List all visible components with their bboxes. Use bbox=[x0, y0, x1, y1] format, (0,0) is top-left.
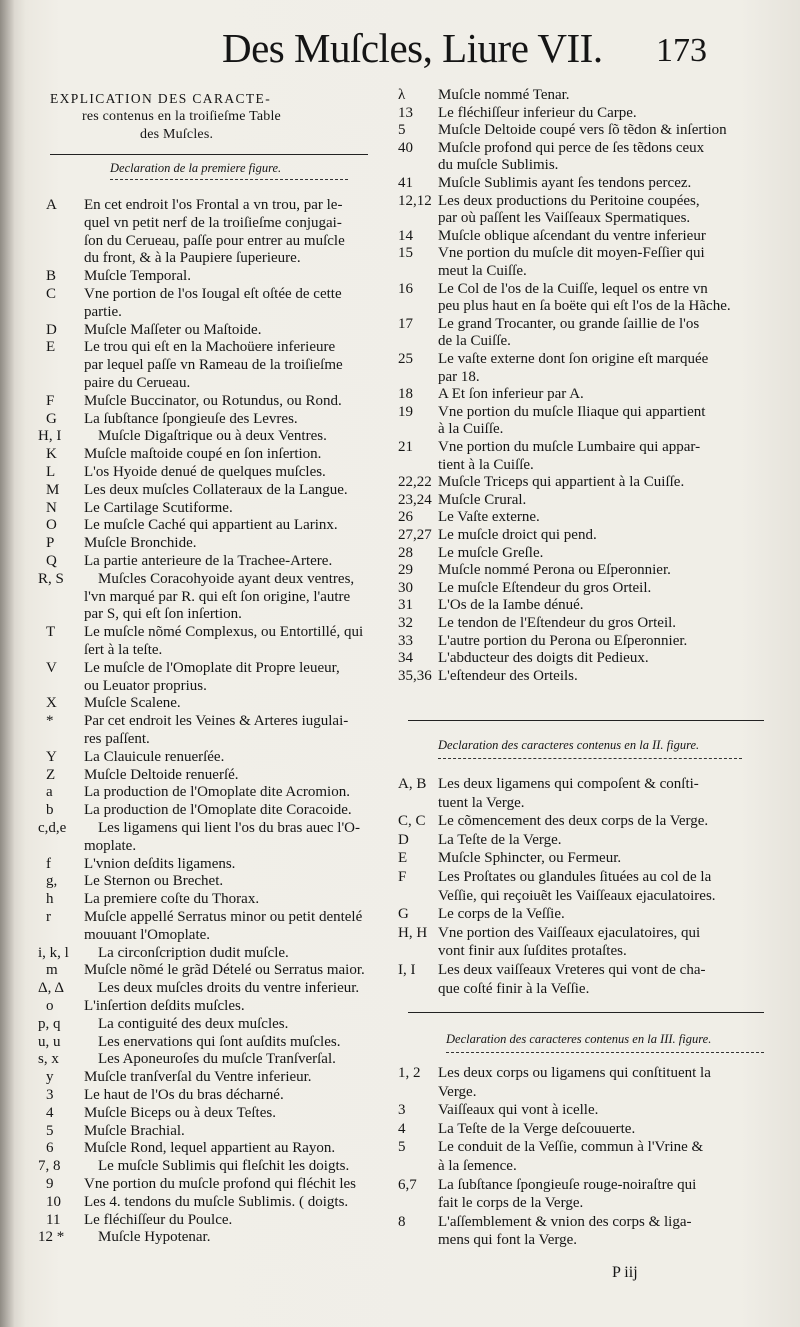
entry-label: 29 bbox=[398, 562, 413, 579]
entry-label: 6 bbox=[46, 1140, 54, 1157]
entry-line: Le Col de l'os de la Cuiſſe, lequel os entre vn bbox=[438, 280, 708, 297]
entry-line: L'autre portion du Perona ou Eſperonnier. bbox=[438, 632, 688, 649]
entry-label: 19 bbox=[398, 403, 413, 420]
entry-line: Les 4. tendons du muſcle Sublimis. ( doigts. bbox=[84, 1193, 349, 1210]
entry-label: 14 bbox=[398, 227, 413, 244]
entry-line: La premiere coſte du Thorax. bbox=[84, 891, 260, 908]
entry-line: Muſcle Crural. bbox=[438, 491, 527, 508]
entry-label: 5 bbox=[398, 1139, 406, 1156]
entry-label: G bbox=[398, 906, 409, 923]
entry-line: moplate. bbox=[84, 837, 137, 854]
entry-label: F bbox=[46, 392, 55, 409]
entry-line: Les deux muſcles Collateraux de la Langue. bbox=[84, 481, 348, 498]
entry-line: Muſcle profond qui perce de ſes tẽdons ceux bbox=[438, 139, 705, 156]
entry-line: tient à la Cuiſſe. bbox=[438, 456, 534, 473]
entry-line: La circonſcription dudit muſcle. bbox=[98, 944, 289, 961]
entry-label: R, S bbox=[38, 570, 64, 587]
entry-label: Δ, Δ bbox=[38, 980, 64, 997]
entry-line: Muſcle Temporal. bbox=[84, 268, 191, 285]
entry-label: p, q bbox=[38, 1015, 61, 1032]
entry-line: Les ligamens qui lient l'os du bras auec l'O- bbox=[98, 820, 361, 836]
figure-caption: Declaration de la premiere figure. bbox=[110, 161, 282, 175]
entry-line: Veſſie, qui reçoiuẽt les Vaiſſeaux ejaculatoires. bbox=[438, 887, 716, 904]
entry-label: H, I bbox=[38, 428, 62, 445]
entry-label: 25 bbox=[398, 351, 413, 367]
entry-label: Z bbox=[46, 766, 56, 783]
entry-line: Les Proſtates ou glandules ſituées au col de la bbox=[438, 869, 712, 885]
entry-line: Muſcle Deltoide renuerſé. bbox=[84, 766, 239, 783]
entry-line: La production de l'Omoplate dite Acromion. bbox=[84, 784, 350, 801]
entry-line: Le Cartilage Scutiforme. bbox=[84, 499, 233, 516]
entry-line: Le fléchiſſeur du Poulce. bbox=[84, 1211, 233, 1228]
entry-label: 23,24 bbox=[398, 491, 432, 508]
entry-line: Le muſcle Caché qui appartient au Larinx. bbox=[84, 517, 338, 534]
entry-line: Les deux corps ou ligamens qui conſtituent la bbox=[438, 1065, 711, 1081]
entry-label: Q bbox=[46, 553, 57, 569]
entry-label: H, H bbox=[398, 924, 428, 941]
entry-label: 35,36 bbox=[398, 667, 432, 684]
entry-line: res paſſent. bbox=[84, 731, 150, 747]
entry-line: L'vnion deſdits ligamens. bbox=[84, 855, 236, 872]
entry-label: C, C bbox=[398, 813, 426, 830]
entry-label: M bbox=[46, 481, 60, 498]
entry-label: 17 bbox=[398, 315, 413, 332]
entry-line: Muſcle Sublimis ayant ſes tendons percez. bbox=[438, 175, 692, 191]
entry-line: Muſcle Bronchide. bbox=[84, 535, 197, 552]
entry-label: 41 bbox=[398, 175, 413, 191]
entry-line: Le conduit de la Veſſie, commun à l'Vrine & bbox=[438, 1139, 704, 1156]
entry-line: Par cet endroit les Veines & Arteres iugulai- bbox=[84, 713, 349, 730]
entry-line: Muſcle Brachial. bbox=[84, 1122, 185, 1139]
caption-underline bbox=[110, 179, 348, 180]
entry-label: 7, 8 bbox=[38, 1158, 61, 1175]
entry-line: Le trou qui eſt en la Machoüere inferieure bbox=[84, 339, 336, 356]
divider-rule bbox=[50, 154, 368, 155]
entry-label: y bbox=[46, 1069, 54, 1086]
heading-line: des Muſcles. bbox=[140, 127, 214, 142]
entry-line: par lequel paſſe vn Rameau de la troiſieſme bbox=[84, 357, 343, 374]
entry-label: 15 bbox=[398, 245, 413, 262]
entry-line: meut la Cuiſſe. bbox=[438, 263, 527, 279]
entry-label: * bbox=[46, 713, 54, 730]
entry-line: du muſcle Sublimis. bbox=[438, 157, 559, 174]
entry-line: Muſcle Scalene. bbox=[84, 695, 181, 712]
entry-label: 26 bbox=[398, 509, 413, 526]
entry-line: Muſcles Coracohyoide ayant deux ventres, bbox=[98, 570, 355, 587]
entry-line: Muſcle Hypotenar. bbox=[98, 1229, 211, 1246]
figure-caption: Declaration des caracteres contenus en la III. figure. bbox=[446, 1032, 712, 1046]
entry-label: Y bbox=[46, 748, 57, 765]
entry-label: i, k, l bbox=[38, 944, 69, 961]
entry-line: Le muſcle Eſtendeur du gros Orteil. bbox=[438, 579, 652, 596]
entry-line: Le muſcle de l'Omoplate dit Propre leueur, bbox=[84, 659, 340, 676]
entry-line: La contiguité des deux muſcles. bbox=[98, 1015, 289, 1032]
entry-label: X bbox=[46, 695, 57, 712]
page-number: 173 bbox=[656, 32, 707, 69]
entry-label: 1, 2 bbox=[398, 1065, 421, 1081]
entry-line: Muſcle oblique aſcendant du ventre inferieur bbox=[438, 227, 706, 244]
entry-label: f bbox=[46, 855, 51, 872]
entry-label: 4 bbox=[46, 1104, 54, 1121]
entry-line: Le corps de la Veſſie. bbox=[438, 906, 565, 923]
entry-label: 32 bbox=[398, 615, 413, 631]
entry-label: A bbox=[46, 197, 57, 213]
entry-line: Les deux productions du Peritoine coupées, bbox=[438, 192, 700, 209]
entry-line: Le muſcle Greſle. bbox=[438, 544, 544, 561]
entry-line: Le muſcle droict qui pend. bbox=[438, 527, 597, 543]
entry-line: que coſté finir à la Veſſie. bbox=[438, 980, 590, 997]
entry-label: D bbox=[46, 321, 57, 338]
entry-line: En cet endroit l'os Frontal a vn trou, par le- bbox=[84, 197, 343, 213]
entry-line: A Et ſon inferieur par A. bbox=[438, 386, 584, 403]
entry-line: Muſcle nommé Tenar. bbox=[438, 87, 570, 103]
caption-underline bbox=[446, 1052, 764, 1053]
entry-line: ou Leuator proprius. bbox=[84, 677, 207, 694]
entry-line: La partie anterieure de la Trachee-Artere. bbox=[84, 553, 333, 569]
entry-label: 21 bbox=[398, 439, 413, 455]
entry-line: Vne portion du muſcle Iliaque qui appartient bbox=[438, 403, 706, 420]
entry-line: La production de l'Omoplate dite Coracoide. bbox=[84, 802, 352, 819]
entry-line: Les Aponeuroſes du muſcle Tranſverſal. bbox=[98, 1051, 336, 1068]
entry-line: paire du Cerueau. bbox=[84, 375, 191, 391]
entry-label: 9 bbox=[46, 1176, 54, 1192]
entry-line: Muſcle Deltoide coupé vers ſõ tẽdon & inſertion bbox=[438, 122, 727, 139]
entry-label: P bbox=[46, 535, 55, 552]
entry-label: 11 bbox=[46, 1211, 61, 1228]
entry-line: Les deux vaiſſeaux Vreteres qui vont de cha- bbox=[438, 962, 706, 978]
entry-line: L'aſſemblement & vnion des corps & liga- bbox=[438, 1213, 692, 1230]
entry-line: Muſcle Buccinator, ou Rotundus, ou Rond. bbox=[84, 392, 342, 409]
entry-line: partie. bbox=[84, 303, 122, 320]
caption-underline bbox=[438, 758, 742, 759]
divider-rule bbox=[408, 720, 764, 721]
entry-line: Muſcle Biceps ou à deux Teſtes. bbox=[84, 1104, 276, 1121]
entry-line: Le muſcle nõmé Complexus, ou Entortillé, qui bbox=[84, 624, 364, 641]
entry-label: 34 bbox=[398, 650, 413, 667]
entry-line: Le fléchiſſeur inferieur du Carpe. bbox=[438, 104, 637, 121]
divider-rule bbox=[408, 1012, 764, 1013]
entry-line: Muſcle Maſſeter ou Maſtoide. bbox=[84, 321, 262, 338]
entry-line: Vne portion du muſcle profond qui fléchit les bbox=[84, 1176, 357, 1192]
entry-line: Muſcle nommé Perona ou Eſperonnier. bbox=[438, 562, 671, 579]
entry-line: L'os Hyoide denué de quelques muſcles. bbox=[84, 464, 326, 480]
signature-mark: P iij bbox=[612, 1264, 638, 1281]
entry-line: Le haut de l'Os du bras décharné. bbox=[84, 1087, 284, 1103]
entry-line: mouuant l'Omoplate. bbox=[84, 926, 211, 943]
entry-line: Verge. bbox=[438, 1083, 477, 1100]
entry-line: l'vn marqué par R. qui eſt ſon origine, l'autre bbox=[84, 588, 351, 605]
entry-label: r bbox=[46, 909, 51, 925]
entry-label: E bbox=[46, 339, 56, 356]
entry-label: L bbox=[46, 464, 56, 480]
entry-label: 28 bbox=[398, 544, 413, 561]
entry-label: s, x bbox=[38, 1051, 59, 1068]
entry-label: m bbox=[46, 962, 58, 979]
entry-line: Les enervations qui ſont auſdits muſcles. bbox=[98, 1033, 341, 1050]
entry-line: La ſubſtance ſpongieuſe des Levres. bbox=[84, 410, 298, 427]
entry-label: 27,27 bbox=[398, 527, 432, 543]
entry-label: N bbox=[46, 499, 57, 516]
entry-line: Le cõmencement des deux corps de la Verge. bbox=[438, 813, 709, 830]
entry-line: Le vaſte externe dont ſon origine eſt marquée bbox=[438, 351, 709, 367]
binding-gutter bbox=[0, 0, 14, 1327]
entry-label: 3 bbox=[398, 1102, 406, 1119]
entry-line: Vne portion du muſcle dit moyen-Feſſier qui bbox=[438, 245, 705, 262]
entry-label: C bbox=[46, 286, 57, 302]
entry-label: V bbox=[46, 659, 57, 676]
entry-line: La Teſte de la Verge deſcouuerte. bbox=[438, 1120, 636, 1137]
entry-line: Muſcle maſtoide coupé en ſon inſertion. bbox=[84, 446, 322, 463]
entry-line: ſon du Cerueau, paſſe pour entrer au muſcle bbox=[84, 232, 345, 249]
entry-label: T bbox=[46, 624, 56, 641]
entry-line: Muſcle appellé Serratus minor ou petit dentelé bbox=[84, 909, 363, 925]
entry-line: Le Sternon ou Brechet. bbox=[84, 873, 224, 890]
entry-label: F bbox=[398, 869, 407, 885]
entry-label: I, I bbox=[398, 962, 416, 978]
entry-line: Muſcle Triceps qui appartient à la Cuiſſe. bbox=[438, 474, 685, 491]
entry-line: Les deux ligamens qui compoſent & conſti- bbox=[438, 776, 699, 792]
entry-line: Muſcle tranſverſal du Ventre inferieur. bbox=[84, 1069, 312, 1086]
entry-label: 33 bbox=[398, 632, 413, 649]
entry-line: Vne portion du muſcle Lumbaire qui appar- bbox=[438, 439, 701, 455]
entry-line: L'eſtendeur des Orteils. bbox=[438, 667, 578, 684]
entry-label: 22,22 bbox=[398, 474, 432, 491]
entry-line: à la ſemence. bbox=[438, 1158, 517, 1174]
entry-label: λ bbox=[398, 87, 406, 103]
entry-line: Le grand Trocanter, ou grande ſaillie de l'os bbox=[438, 315, 700, 332]
entry-line: L'abducteur des doigts dit Pedieux. bbox=[438, 650, 649, 667]
entry-line: L'inſertion deſdits muſcles. bbox=[84, 998, 245, 1014]
entry-label: c,d,e bbox=[38, 820, 67, 836]
entry-label: b bbox=[46, 802, 54, 819]
entry-label: 16 bbox=[398, 280, 413, 297]
entry-line: La Teſte de la Verge. bbox=[438, 831, 562, 848]
entry-label: 13 bbox=[398, 104, 413, 121]
heading-line: EXPLICATION DES CARACTE- bbox=[50, 91, 272, 106]
entry-line: du front, & à la Paupiere ſuperieure. bbox=[84, 250, 301, 267]
entry-label: 10 bbox=[46, 1193, 61, 1210]
entry-label: A, B bbox=[398, 776, 427, 792]
entry-line: mens qui font la Verge. bbox=[438, 1232, 578, 1249]
entry-label: O bbox=[46, 517, 57, 534]
running-title: Des Muſcles, Liure VII. bbox=[222, 25, 603, 71]
entry-line: Les deux muſcles droits du ventre inferieur. bbox=[98, 980, 360, 997]
entry-label: 12 * bbox=[38, 1229, 65, 1246]
entry-line: Le muſcle Sublimis qui fleſchit les doigts. bbox=[98, 1158, 350, 1175]
entry-label: B bbox=[46, 268, 57, 285]
entry-label: 31 bbox=[398, 597, 413, 614]
entry-label: D bbox=[398, 831, 409, 848]
entry-line: tuent la Verge. bbox=[438, 794, 525, 811]
entry-label: h bbox=[46, 891, 54, 908]
entry-line: Le Vaſte externe. bbox=[438, 509, 540, 526]
entry-line: peu plus haut en ſa boëte qui eſt l'os de la Hãche. bbox=[438, 298, 731, 315]
entry-line: La Clauicule renuerſée. bbox=[84, 748, 225, 765]
entry-line: Le tendon de l'Eſtendeur du gros Orteil. bbox=[438, 615, 677, 631]
entry-label: K bbox=[46, 446, 57, 463]
entry-line: par 18. bbox=[438, 368, 480, 385]
entry-line: ſert à la teſte. bbox=[84, 642, 163, 658]
entry-line: fait le corps de la Verge. bbox=[438, 1195, 584, 1212]
entry-line: Vne portion de l'os Iougal eſt oſtée de cette bbox=[84, 286, 342, 302]
entry-line: Muſcle Rond, lequel appartient au Rayon. bbox=[84, 1140, 336, 1157]
entry-label: a bbox=[46, 784, 53, 801]
entry-line: Muſcle nõmé le grãd Dételé ou Serratus maior. bbox=[84, 962, 365, 979]
entry-label: g, bbox=[46, 873, 58, 890]
entry-line: quel vn petit nerf de la troiſieſme conjugai- bbox=[84, 214, 342, 231]
entry-line: Muſcle Sphincter, ou Fermeur. bbox=[438, 850, 622, 867]
entry-label: 5 bbox=[46, 1122, 54, 1139]
entry-label: 6,7 bbox=[398, 1176, 417, 1193]
entry-line: Vne portion des Vaiſſeaux ejaculatoires, qui bbox=[438, 924, 701, 941]
entry-label: 4 bbox=[398, 1120, 406, 1137]
entry-label: 30 bbox=[398, 579, 413, 596]
entry-label: 5 bbox=[398, 122, 406, 139]
entry-line: par où paſſent les Vaiſſeaux Spermatiques. bbox=[438, 210, 691, 227]
entry-line: de la Cuiſſe. bbox=[438, 333, 511, 350]
entry-label: 3 bbox=[46, 1087, 54, 1103]
entry-line: vont finir aux ſuſdites protaſtes. bbox=[438, 943, 627, 960]
entry-line: par S, qui eſt ſon inſertion. bbox=[84, 606, 242, 623]
entry-label: 12,12 bbox=[398, 192, 432, 209]
entry-label: 40 bbox=[398, 139, 413, 156]
entry-line: L'Os de la Iambe dénué. bbox=[438, 597, 584, 614]
entry-label: G bbox=[46, 410, 57, 427]
entry-line: Vaiſſeaux qui vont à icelle. bbox=[438, 1102, 599, 1119]
figure-caption: Declaration des caracteres contenus en la II. figure. bbox=[438, 738, 700, 752]
entry-label: u, u bbox=[38, 1033, 61, 1050]
entry-label: E bbox=[398, 850, 408, 867]
entry-line: Muſcle Digaſtrique ou à deux Ventres. bbox=[98, 428, 327, 445]
entry-label: 18 bbox=[398, 386, 413, 403]
entry-label: 8 bbox=[398, 1213, 406, 1230]
entry-label: o bbox=[46, 998, 54, 1014]
entry-line: La ſubſtance ſpongieuſe rouge-noiraſtre qui bbox=[438, 1176, 697, 1193]
entry-line: à la Cuiſſe. bbox=[438, 421, 504, 438]
heading-line: res contenus en la troiſieſme Table bbox=[82, 109, 281, 124]
